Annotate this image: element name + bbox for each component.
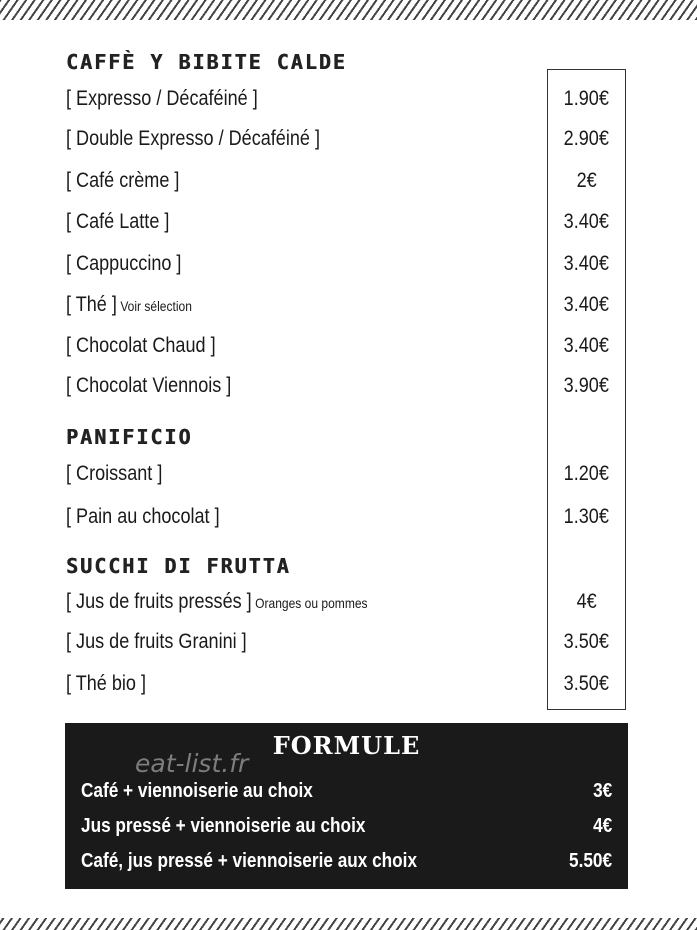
section-title-bakery: PANIFICIO xyxy=(66,425,193,449)
formule-price-cafe-jus: 5.50€ xyxy=(568,850,612,872)
menu-item-jus-presses xyxy=(66,590,368,614)
menu-item-double-expresso xyxy=(66,127,320,151)
item-price-pain-au-chocolat: 1.30€ xyxy=(563,505,610,528)
item-note: Oranges ou pommes xyxy=(255,595,368,611)
menu-item-jus-granini xyxy=(66,630,247,654)
item-name: [ Thé ] xyxy=(66,293,117,316)
menu-item-chocolat-chaud xyxy=(66,334,216,358)
item-price-expresso: 1.90€ xyxy=(563,87,610,110)
item-name: [ Expresso / Décaféiné ] xyxy=(66,87,258,110)
item-name: [ Double Expresso / Décaféiné ] xyxy=(66,127,320,150)
item-price-cafe-latte: 3.40€ xyxy=(563,210,610,233)
item-price-cafe-creme: 2€ xyxy=(576,169,597,192)
item-price-jus-presses: 4€ xyxy=(576,590,597,613)
item-price-croissant: 1.20€ xyxy=(563,462,610,485)
formule-item-cafe: Café + viennoiserie au choix xyxy=(81,780,313,802)
item-name: [ Croissant ] xyxy=(66,462,163,485)
menu-item-pain-au-chocolat xyxy=(66,505,220,529)
menu-item-chocolat-viennois xyxy=(66,374,231,398)
item-name: [ Café crème ] xyxy=(66,169,180,192)
menu-item-cafe-latte xyxy=(66,210,169,234)
item-name: [ Cappuccino ] xyxy=(66,252,182,275)
item-note: Voir sélection xyxy=(120,298,192,314)
item-price-chocolat-viennois: 3.90€ xyxy=(563,374,610,397)
formule-item-jus: Jus pressé + viennoiserie au choix xyxy=(81,815,366,837)
formule-price-jus: 4€ xyxy=(592,815,612,837)
item-name: [ Chocolat Chaud ] xyxy=(66,334,216,357)
menu-item-the xyxy=(66,293,192,317)
formule-title: FORMULE xyxy=(272,731,421,760)
item-price-jus-granini: 3.50€ xyxy=(563,630,610,653)
item-name: [ Jus de fruits pressés ] xyxy=(66,590,252,613)
item-name: [ Café Latte ] xyxy=(66,210,170,233)
item-name: [ Jus de fruits Granini ] xyxy=(66,630,247,653)
item-price-the: 3.40€ xyxy=(563,293,610,316)
item-price-cappuccino: 3.40€ xyxy=(563,252,610,275)
item-price-the-bio: 3.50€ xyxy=(563,672,610,695)
watermark-text: eat-list.fr xyxy=(135,749,249,778)
item-name: [ Pain au chocolat ] xyxy=(66,505,220,528)
menu-item-cappuccino xyxy=(66,252,181,276)
menu-item-cafe-creme xyxy=(66,169,179,193)
top-hatch-border xyxy=(0,0,697,20)
bottom-hatch-border xyxy=(0,918,697,930)
formule-box xyxy=(65,723,628,889)
item-price-double-expresso: 2.90€ xyxy=(563,127,610,150)
formule-item-cafe-jus: Café, jus pressé + viennoiserie aux choix xyxy=(81,850,418,872)
menu-item-the-bio xyxy=(66,672,146,696)
section-title-fruit-juices: SUCCHI DI FRUTTA xyxy=(66,554,291,578)
item-name: [ Thé bio ] xyxy=(66,672,146,695)
section-title-hot-drinks: CAFFÈ Y BIBITE CALDE xyxy=(66,50,347,74)
formule-price-cafe: 3€ xyxy=(592,780,612,802)
menu-item-croissant xyxy=(66,462,162,486)
item-name: [ Chocolat Viennois ] xyxy=(66,374,232,397)
menu-item-expresso xyxy=(66,87,258,111)
item-price-chocolat-chaud: 3.40€ xyxy=(563,334,610,357)
